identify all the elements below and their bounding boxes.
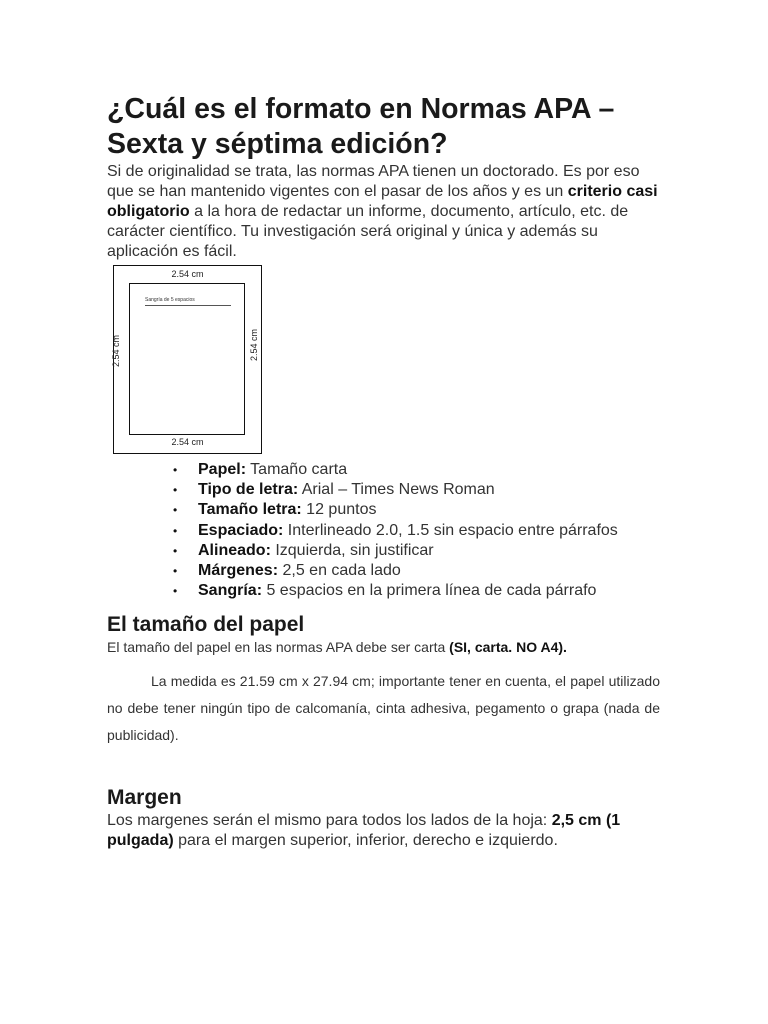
margin-text: Los margenes serán el mismo para todos los lados de la hoja: xyxy=(107,812,552,830)
paper-size-bold: (SI, carta. NO A4). xyxy=(449,639,567,656)
indent-note: Sangría de 5 espacios xyxy=(145,297,195,303)
margin-heading: Margen xyxy=(107,786,182,810)
spec-label: Márgenes: xyxy=(198,562,279,580)
margin-bold: 2,5 cm (1 pulgada) xyxy=(107,812,621,850)
bullet-icon: • xyxy=(173,543,178,558)
margin-paragraph xyxy=(107,811,667,851)
list-item xyxy=(173,460,667,480)
margin-left-label: 2.54 cm xyxy=(111,334,122,368)
bullet-icon: • xyxy=(173,503,178,518)
spec-label: Papel: xyxy=(198,461,247,478)
list-item xyxy=(173,541,667,561)
intro-paragraph xyxy=(107,162,667,262)
bullet-icon: • xyxy=(173,523,178,538)
margin-top-label: 2.54 cm xyxy=(171,269,204,279)
margin-text-2: para el margen superior, inferior, derecho e izquierdo. xyxy=(173,832,558,850)
page-outline xyxy=(113,265,262,454)
spec-label: Tamaño letra: xyxy=(198,501,302,519)
spec-value: 12 puntos xyxy=(301,501,377,519)
bullet-icon: • xyxy=(173,564,178,579)
list-item xyxy=(173,480,667,500)
document-page xyxy=(107,92,667,851)
intro-bold: criterio casi obligatorio xyxy=(107,183,658,220)
bullet-icon: • xyxy=(173,483,178,498)
bullet-icon: • xyxy=(173,584,178,599)
spec-value: Tamaño carta xyxy=(246,461,348,478)
list-item xyxy=(173,500,667,520)
spec-value: Izquierda, sin justificar xyxy=(270,541,434,559)
list-item xyxy=(173,521,667,541)
bullet-icon: • xyxy=(173,463,178,477)
format-spec-list xyxy=(107,460,667,601)
paper-size-detail: La medida es 21.59 cm x 27.94 cm; importante tener en cuenta, el papel utilizado no debe tener ningún tipo de calcomanía, cinta adhesiva, pegamento o grapa (nada de publicidad). xyxy=(107,673,660,744)
text-area-outline xyxy=(129,283,245,435)
list-item xyxy=(173,581,667,601)
intro-text-1: Si de originalidad se trata, las normas APA tienen un doctorado. Es por eso que se han mantenido vigentes con el pasar de los años y es un xyxy=(107,163,640,200)
spec-value: Arial – Times News Roman xyxy=(298,481,495,499)
spec-label: Sangría: xyxy=(198,582,263,600)
spec-value: 5 espacios en la primera línea de cada párrafo xyxy=(262,582,597,600)
list-item xyxy=(173,561,667,581)
paper-size-paragraph xyxy=(107,638,667,656)
paper-size-heading: El tamaño del papel xyxy=(107,613,305,637)
spec-label: Tipo de letra: xyxy=(198,481,299,499)
paper-size-text: El tamaño del papel en las normas APA debe ser carta xyxy=(107,639,450,656)
margin-bottom-label: 2.54 cm xyxy=(171,437,204,447)
indent-line xyxy=(145,305,231,306)
intro-text-2: a la hora de redactar un informe, documento, artículo, etc. de carácter científico. Tu investigación será original y única y además su aplicación es fácil. xyxy=(107,203,629,260)
page-title: ¿Cuál es el formato en Normas APA – Sexta y séptima edición? xyxy=(107,93,615,160)
spec-label: Alineado: xyxy=(198,541,271,559)
spec-value: Interlineado 2.0, 1.5 sin espacio entre párrafos xyxy=(283,521,618,539)
spec-value: 2,5 en cada lado xyxy=(278,562,401,580)
margin-right-label: 2.54 cm xyxy=(249,328,260,362)
margin-diagram xyxy=(113,265,263,455)
spec-label: Espaciado: xyxy=(198,521,284,539)
